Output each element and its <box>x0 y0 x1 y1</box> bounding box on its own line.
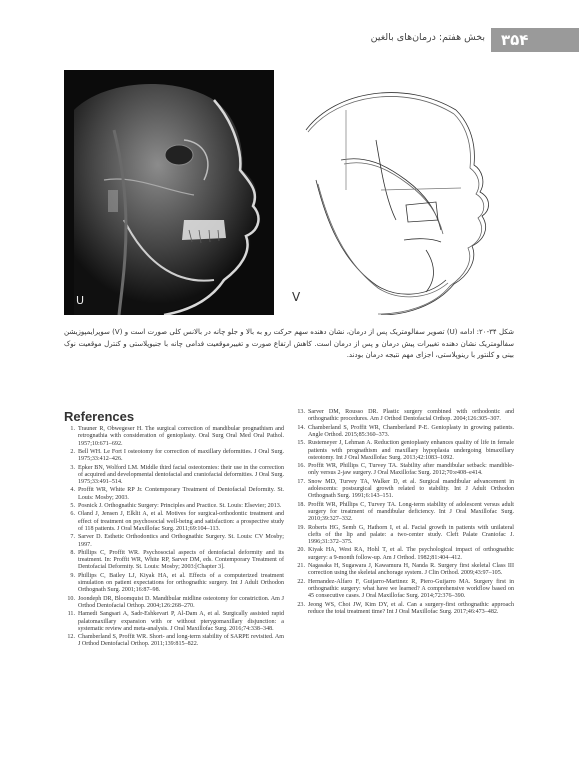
reference-number: 15. <box>297 440 305 447</box>
reference-text: Proffit WR, Phillips C, Turvey TA. Stability after mandibular setback: mandible-only versus 2-jaw surgery. J Oral Maxillofac Surg. 2012;70:e408–e414. <box>308 463 514 477</box>
reference-number: 21. <box>297 563 305 569</box>
panel-label-u: U <box>76 294 85 307</box>
reference-text: Rustemeyer J, Lehman A. Reduction genioplasty enhances quality of life in female patients with prognathism and maxillary hypoplasia undergoing bimaxillary osteotomy. Int J Oral Maxillofac Surg. 2013;42:1083–1092. <box>308 440 514 461</box>
reference-text: Posnick J. Orthognathic Surgery: Principles and Practice. St. Louis: Elsevier; 2013. <box>78 503 282 509</box>
references-heading: References <box>64 409 135 424</box>
reference-number: 13. <box>297 409 305 415</box>
reference-text: Proffit WR, White RP Jr. Contemporary Treatment of Dentofacial Deformity. St. Louis: Mosby; 2003. <box>78 487 284 501</box>
reference-text: Jeong WS, Choi JW, Kim DY, et al. Can a surgery-first orthognathic approach reduce the total treatment time? Int J Oral Maxillofac Surg. 2017;46:473–482. <box>308 601 514 615</box>
reference-number: 14. <box>297 424 305 431</box>
reference-number: 8. <box>70 549 75 556</box>
reference-number: 22. <box>297 578 305 585</box>
reference-text: Chamberland S, Proffit WR. Short- and long-term stability of SARPE revisited. Am J Orthod Dentofacial Orthop. 2011;139:815–822. <box>78 634 284 648</box>
reference-text: Bell WH. Le Fort I osteotomy for correction of maxillary deformities. J Oral Surg. 1975;33:412–426. <box>78 448 284 463</box>
reference-text: Phillips C, Proffit WR. Psychosocial aspects of dentofacial deformity and its treatment. In: Proffit WR, White RP, Sarver DM, eds. Contemporary Treatment of Dentofacial Deformity. St. Louis: Mosby; 2003:[Chapter 3]. <box>78 549 284 571</box>
reference-item <box>294 563 514 578</box>
reference-item <box>294 440 514 462</box>
reference-text: Chamberland S, Proffit WR, Chamberland P-E. Genioplasty in growing patients. Angle Orthod. 2015;85:360–373. <box>308 424 514 438</box>
reference-number: 17. <box>297 478 305 485</box>
panel-label-v: V <box>292 290 301 304</box>
reference-text: Kiyak HA, West RA, Hohl T, et al. The psychological impact of orthognathic surgery: a 9-month follow-up. Am J Orthod. 1982;81:404–412. <box>308 547 514 561</box>
reference-item <box>64 487 284 502</box>
reference-number: 2. <box>70 448 75 455</box>
reference-text: Joondeph DR, Bloomquist D. Mandibular midline osteotomy for constriction. Am J Orthod Dentofacial Orthop. 2004;126:268–270. <box>78 595 284 609</box>
reference-item <box>294 547 514 562</box>
reference-text: Sarver DM, Rousso DR. Plastic surgery combined with orthodontic and orthognathic procedures. Am J Orthod Dentofacial Orthop. 2004;126:305–307. <box>308 409 514 423</box>
references-column-right <box>294 409 514 617</box>
references-column-left <box>64 426 284 650</box>
reference-number: 7. <box>70 534 75 541</box>
reference-item <box>294 502 514 524</box>
reference-number: 3. <box>70 464 75 471</box>
reference-text: Sarver D. Esthetic Orthodontics and Orthognathic Surgery. St. Louis: CV Mosby; 1997. <box>78 534 284 548</box>
reference-number: 23. <box>297 601 305 608</box>
reference-item <box>294 579 514 601</box>
cephalometric-tracing-image <box>286 70 514 315</box>
figure-caption: شکل ۳۴-۲۰: ادامه (U) تصویر سفالومتریک پس از درمان، نشان دهنده سهم حرکت رو به بالا و جلو چانه در بالانس کلی صورت است و (V) سوپرایمپوزیشن سفالومتریک نشان دهنده تغییرات پیش درمان و پس از درمان است. کاهش ارتفاع صورت و تغییرموقعیت فدامی چانه با جنیوپلاستی و کنترل موقعیت نوک بینی و کلنتور با رینوپلاستی، اجزای مهم نتیجه درمان بودند. <box>64 328 514 359</box>
reference-item <box>294 425 514 440</box>
reference-text: Epker BN, Wolford LM. Middle third facial osteotomies: their use in the correction of acquired and developmental dentofacial and craniofacial deformities. J Oral Surg. 1975;33:491–514. <box>78 464 284 486</box>
reference-item <box>64 634 284 649</box>
reference-number: 16. <box>297 463 305 470</box>
reference-text: Nagasaka H, Sugawara J, Kawamura H, Nanda R. Surgery first skeletal Class III correction using the skeletal anchorage system. J Clin Orthod. 2009;43:97–105. <box>308 563 514 577</box>
reference-item <box>64 426 284 448</box>
reference-text: Hamedi Sangsari A, Sadr-Eshkevari P, Al-Dam A, et al. Surgically assisted rapid palatomaxillary expansion with or without pterygomaxillary disjunction: a systematic review and meta-analysis. J Oral Maxillofac Surg. 2016;74:338–348. <box>78 611 284 632</box>
cephalometric-xray-image <box>64 70 274 315</box>
page-number: ۳۵۴ <box>491 28 579 52</box>
reference-item <box>64 449 284 464</box>
reference-text: Hernandez-Alfaro F, Guijarro-Martinez R, Piero-Guijarro MA. Surgery first in orthognathic surgery: what have we learned? A comprehensive workflow based on 45 consecutive cases. J Oral Maxillofac Surg. 2014;72:376–390. <box>308 578 514 600</box>
page-header <box>0 28 579 52</box>
reference-number: 11. <box>67 611 75 618</box>
skull-xray-graphic <box>64 70 274 315</box>
reference-number: 4. <box>70 487 75 494</box>
reference-number: 9. <box>70 572 75 579</box>
reference-text: Roberts HG, Semb G, Hathorn I, et al. Facial growth in patients with unilateral clefts of the lip and palate: a two-center study. Cleft Palate Craniofac J. 1996;31:372–375. <box>308 524 514 546</box>
tracing-graphic <box>286 70 514 315</box>
reference-text: Oland J, Jensen J, Elklit A, et al. Motives for surgical-orthodontic treatment and effect of treatment on psychosocial well-being and satisfaction: a prospective study of 118 patients. J Oral Maxillofac Surg. 2011;69:104–113. <box>78 511 284 532</box>
reference-text: Phillips C, Bailey LJ, Kiyak HA, et al. Effects of a computerized treatment simulation on patient expectations for orthognathic surgery. Int J Adult Orthodon Orthognath Surg. 2001;16:87–98. <box>78 572 284 594</box>
reference-item <box>64 573 284 595</box>
reference-item <box>64 511 284 533</box>
reference-item <box>64 534 284 549</box>
reference-item <box>64 611 284 633</box>
reference-item <box>294 525 514 547</box>
reference-item <box>64 503 284 510</box>
reference-number: 10. <box>67 595 75 602</box>
reference-item <box>294 479 514 501</box>
reference-number: 12. <box>67 634 75 641</box>
reference-number: 1. <box>70 426 75 432</box>
reference-text: Proffit WR, Phillips C, Turvey TA. Long-term stability of adolescent versus adult surgery for treatment of mandibular deficiency. Int J Oral Maxillofac Surg. 2010;39:327–332. <box>308 501 514 523</box>
reference-item <box>64 550 284 572</box>
reference-number: 20. <box>297 547 305 554</box>
reference-number: 5. <box>70 503 75 509</box>
figure <box>64 70 514 315</box>
reference-number: 18. <box>297 501 305 508</box>
reference-number: 6. <box>70 511 75 518</box>
reference-item <box>294 602 514 617</box>
reference-item <box>294 463 514 478</box>
reference-number: 19. <box>297 524 305 531</box>
reference-text: Trauner R, Obwegeser H. The surgical correction of mandibular prognathism and retrognathia with consideration of genioplasty. Oral Surg Oral Med Oral Pathol. 1957;10:671–692. <box>78 426 284 447</box>
reference-text: Snow MD, Turvey TA, Walker D, et al. Surgical mandibular advancement in adolescents: postsurgical growth related to stability. Int J Adult Orthodon Orthognath Surg. 1991;6:143–151. <box>308 478 514 500</box>
reference-item <box>64 596 284 611</box>
chapter-title: بخش هفتم: درمان‌های بالغین <box>370 32 485 43</box>
reference-item <box>64 465 284 487</box>
reference-item <box>294 409 514 424</box>
